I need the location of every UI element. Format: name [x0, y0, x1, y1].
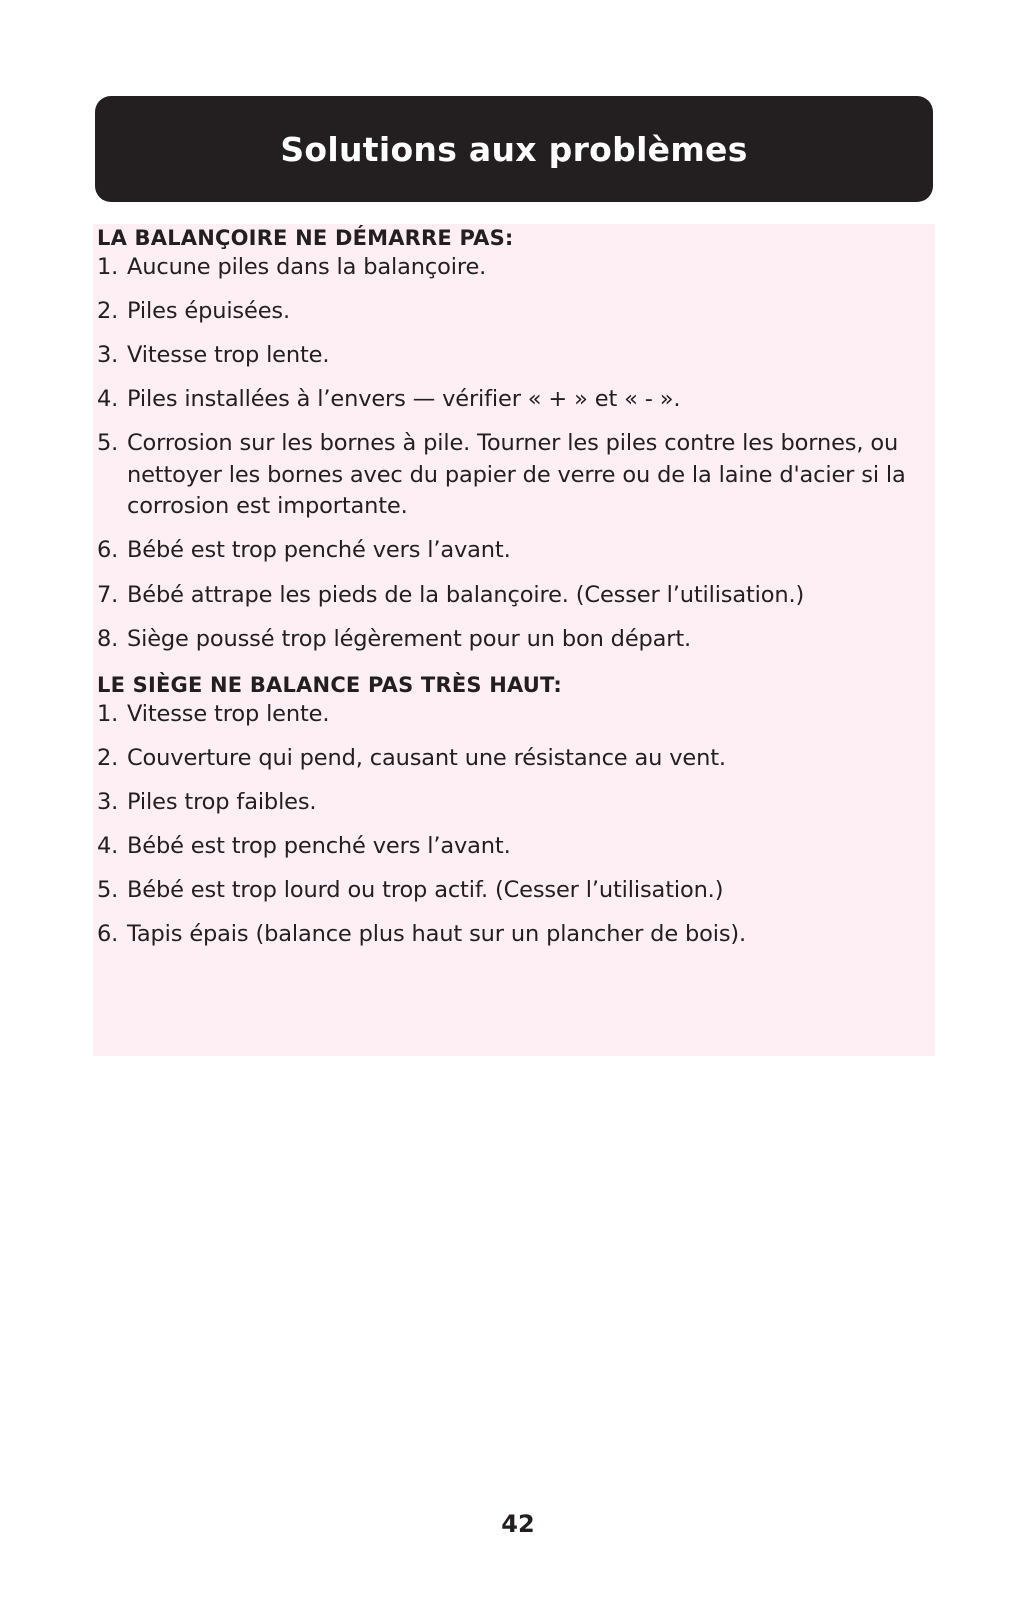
section-heading: LE SIÈGE NE BALANCE PAS TRÈS HAUT:	[97, 673, 563, 697]
item-text: Siège poussé trop légèrement pour un bon départ.	[127, 625, 692, 652]
item-number: 2.	[97, 745, 119, 772]
list-item	[97, 875, 927, 907]
list-item	[97, 428, 927, 523]
item-number: 3.	[97, 342, 119, 369]
item-text: Couverture qui pend, causant une résistance au vent.	[127, 745, 726, 772]
list-item	[97, 252, 927, 284]
item-text: Piles installées à l’envers — vérifier « + » et « - ».	[127, 386, 681, 413]
item-text: Piles trop faibles.	[127, 789, 317, 816]
item-number: 3.	[97, 789, 119, 816]
item-number: 8.	[97, 625, 119, 652]
list-item	[97, 699, 927, 731]
list-item	[97, 340, 927, 372]
item-number: 4.	[97, 386, 119, 413]
page-number: 42	[501, 1510, 535, 1538]
item-text: Bébé est trop penché vers l’avant.	[127, 833, 511, 860]
title-bar	[95, 96, 933, 202]
item-number: 6.	[97, 537, 119, 564]
item-number: 5.	[97, 877, 119, 904]
section-swing-does-not-start	[97, 224, 927, 668]
page-title: Solutions aux problèmes	[280, 129, 748, 169]
item-text: Vitesse trop lente.	[127, 701, 330, 727]
item-number: 4.	[97, 833, 119, 860]
item-text: Corrosion sur les bornes à pile. Tourner les piles contre les bornes, ou nettoyer les bornes avec du papier de verre ou de la laine d'acier si la corrosion est importante.	[127, 430, 906, 520]
section-heading: LA BALANÇOIRE NE DÉMARRE PAS:	[97, 226, 514, 250]
item-number: 1.	[97, 254, 119, 280]
list-item	[97, 831, 927, 863]
item-number: 7.	[97, 581, 119, 608]
item-number: 5.	[97, 430, 119, 457]
list-item	[97, 535, 927, 567]
item-text: Vitesse trop lente.	[127, 342, 330, 369]
item-list	[97, 699, 927, 951]
item-text: Aucune piles dans la balançoire.	[127, 254, 487, 280]
list-item	[97, 580, 927, 612]
list-item	[97, 624, 927, 656]
item-text: Bébé attrape les pieds de la balançoire. (Cesser l’utilisation.)	[127, 581, 805, 608]
list-item	[97, 787, 927, 819]
list-item	[97, 743, 927, 775]
list-item	[97, 296, 927, 328]
content-panel	[93, 224, 935, 1056]
item-text: Bébé est trop lourd ou trop actif. (Cesser l’utilisation.)	[127, 877, 724, 904]
item-text: Piles épuisées.	[127, 298, 290, 325]
section-seat-low-swing	[97, 671, 927, 964]
item-number: 1.	[97, 701, 119, 727]
list-item	[97, 919, 927, 951]
item-number: 6.	[97, 921, 119, 948]
item-text: Bébé est trop penché vers l’avant.	[127, 537, 511, 564]
item-text: Tapis épais (balance plus haut sur un plancher de bois).	[127, 921, 747, 948]
item-number: 2.	[97, 298, 119, 325]
list-item	[97, 384, 927, 416]
item-list	[97, 252, 927, 655]
